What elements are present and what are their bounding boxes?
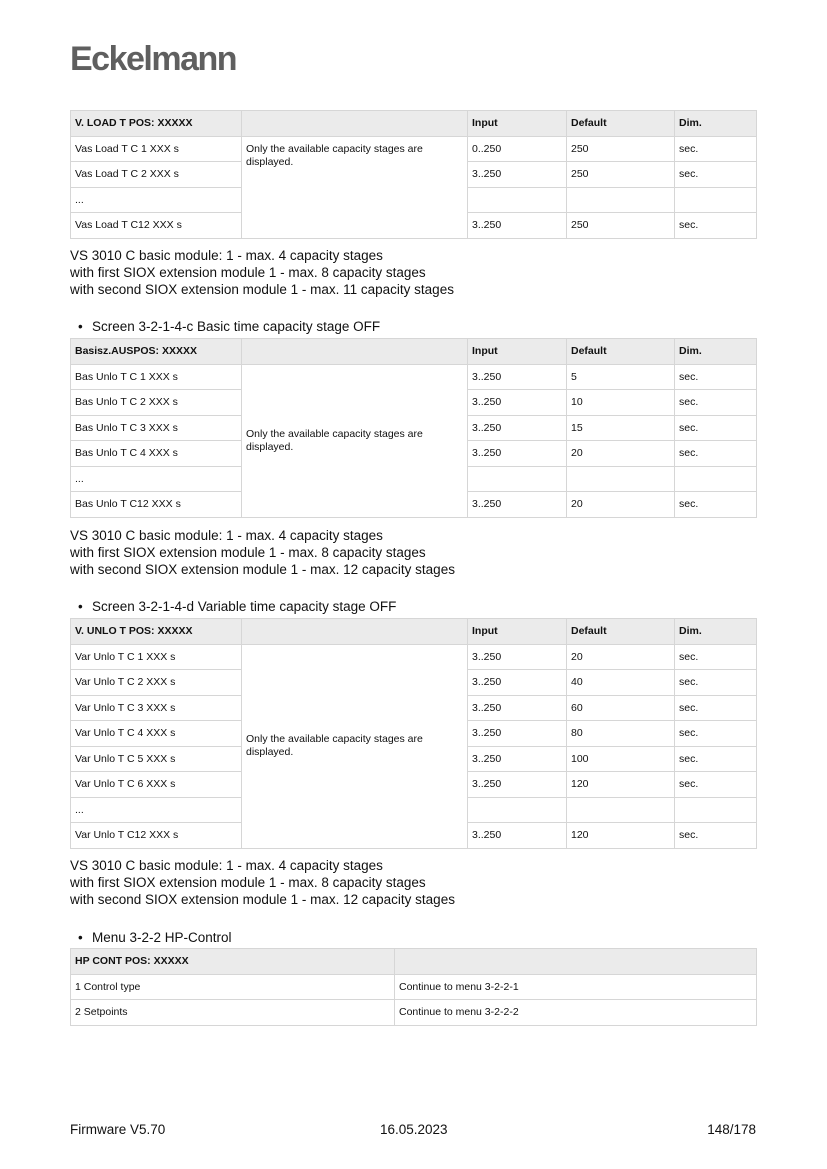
- footer-page-number: 148/178: [707, 1122, 756, 1137]
- section-bullet: [78, 319, 380, 334]
- default-cell: 20: [567, 644, 675, 670]
- table-row: [71, 1000, 757, 1026]
- note-line: VS 3010 C basic module: 1 - max. 4 capacity stages: [70, 858, 383, 873]
- note-line: VS 3010 C basic module: 1 - max. 4 capacity stages: [70, 248, 383, 263]
- eckelmann-logo: Eckelmann: [70, 40, 237, 78]
- dim-cell: sec.: [675, 721, 757, 747]
- note-line: with first SIOX extension module 1 - max. 8 capacity stages: [70, 875, 426, 890]
- menu-target-cell: Continue to menu 3-2-2-2: [395, 1000, 757, 1026]
- param-cell: Bas Unlo T C 2 XXX s: [71, 390, 242, 416]
- table-row: [71, 644, 757, 670]
- input-cell: [468, 797, 567, 823]
- input-cell: 3..250: [468, 772, 567, 798]
- dim-cell: sec.: [675, 415, 757, 441]
- default-cell: 20: [567, 441, 675, 467]
- description-cell: Only the available capacity stages are displayed.: [242, 644, 468, 848]
- param-cell: Vas Load T C 2 XXX s: [71, 162, 242, 188]
- default-cell: 120: [567, 823, 675, 849]
- default-cell: 80: [567, 721, 675, 747]
- dim-cell: [675, 466, 757, 492]
- hp-control-table: [70, 948, 757, 1026]
- bullet-icon: •: [78, 319, 83, 334]
- variable-time-table: [70, 618, 757, 849]
- capacity-note: [70, 247, 454, 298]
- bullet-icon: •: [78, 599, 83, 614]
- input-cell: 3..250: [468, 162, 567, 188]
- input-cell: 3..250: [468, 721, 567, 747]
- input-cell: 3..250: [468, 492, 567, 518]
- footer-date: 16.05.2023: [380, 1122, 448, 1137]
- dim-cell: sec.: [675, 213, 757, 239]
- input-cell: 0..250: [468, 136, 567, 162]
- capacity-note: [70, 857, 455, 908]
- param-cell: ...: [71, 797, 242, 823]
- header-cell: Default: [567, 339, 675, 365]
- param-cell: Var Unlo T C 1 XXX s: [71, 644, 242, 670]
- default-cell: 10: [567, 390, 675, 416]
- default-cell: 250: [567, 136, 675, 162]
- header-cell: Input: [468, 339, 567, 365]
- section-bullet: [78, 599, 396, 614]
- input-cell: [468, 187, 567, 213]
- default-cell: [567, 187, 675, 213]
- note-line: with first SIOX extension module 1 - max. 8 capacity stages: [70, 265, 426, 280]
- param-cell: Var Unlo T C 3 XXX s: [71, 695, 242, 721]
- menu-item-cell: 2 Setpoints: [71, 1000, 395, 1026]
- dim-cell: sec.: [675, 364, 757, 390]
- note-line: with second SIOX extension module 1 - max. 12 capacity stages: [70, 562, 455, 577]
- input-cell: 3..250: [468, 644, 567, 670]
- param-cell: ...: [71, 187, 242, 213]
- param-cell: Var Unlo T C 5 XXX s: [71, 746, 242, 772]
- dim-cell: sec.: [675, 644, 757, 670]
- param-cell: Bas Unlo T C12 XXX s: [71, 492, 242, 518]
- dim-cell: sec.: [675, 746, 757, 772]
- basic-time-table: [70, 338, 757, 518]
- header-cell: V. LOAD T POS: XXXXX: [71, 111, 242, 137]
- param-cell: Bas Unlo T C 1 XXX s: [71, 364, 242, 390]
- header-cell: V. UNLO T POS: XXXXX: [71, 619, 242, 645]
- header-cell: Input: [468, 111, 567, 137]
- default-cell: [567, 797, 675, 823]
- param-cell: Bas Unlo T C 3 XXX s: [71, 415, 242, 441]
- param-cell: Var Unlo T C 6 XXX s: [71, 772, 242, 798]
- dim-cell: sec.: [675, 390, 757, 416]
- default-cell: 250: [567, 213, 675, 239]
- header-cell: Default: [567, 619, 675, 645]
- dim-cell: [675, 797, 757, 823]
- note-line: with second SIOX extension module 1 - max. 11 capacity stages: [70, 282, 454, 297]
- dim-cell: sec.: [675, 823, 757, 849]
- note-line: with second SIOX extension module 1 - max. 12 capacity stages: [70, 892, 455, 907]
- header-cell: Default: [567, 111, 675, 137]
- default-cell: 100: [567, 746, 675, 772]
- menu-item-cell: 1 Control type: [71, 974, 395, 1000]
- bullet-text: Screen 3-2-1-4-c Basic time capacity stage OFF: [92, 319, 381, 334]
- header-cell: HP CONT POS: XXXXX: [71, 949, 395, 975]
- table-header-row: [71, 619, 757, 645]
- default-cell: 20: [567, 492, 675, 518]
- section-bullet: [78, 930, 232, 945]
- description-cell: Only the available capacity stages are displayed.: [242, 364, 468, 517]
- note-line: with first SIOX extension module 1 - max. 8 capacity stages: [70, 545, 426, 560]
- input-cell: 3..250: [468, 390, 567, 416]
- header-cell: [242, 339, 468, 365]
- dim-cell: sec.: [675, 441, 757, 467]
- header-cell: Input: [468, 619, 567, 645]
- input-cell: 3..250: [468, 746, 567, 772]
- param-cell: Var Unlo T C 2 XXX s: [71, 670, 242, 696]
- dim-cell: sec.: [675, 772, 757, 798]
- menu-target-cell: Continue to menu 3-2-2-1: [395, 974, 757, 1000]
- dim-cell: sec.: [675, 695, 757, 721]
- input-cell: 3..250: [468, 364, 567, 390]
- default-cell: 40: [567, 670, 675, 696]
- load-time-table: [70, 110, 757, 239]
- input-cell: 3..250: [468, 670, 567, 696]
- default-cell: [567, 466, 675, 492]
- default-cell: 5: [567, 364, 675, 390]
- description-cell: Only the available capacity stages are displayed.: [242, 136, 468, 238]
- default-cell: 120: [567, 772, 675, 798]
- dim-cell: [675, 187, 757, 213]
- header-cell: Dim.: [675, 111, 757, 137]
- table-row: [71, 364, 757, 390]
- header-cell: Basisz.AUSPOS: XXXXX: [71, 339, 242, 365]
- input-cell: 3..250: [468, 823, 567, 849]
- input-cell: 3..250: [468, 441, 567, 467]
- table-header-row: [71, 111, 757, 137]
- param-cell: Vas Load T C12 XXX s: [71, 213, 242, 239]
- param-cell: Var Unlo T C 4 XXX s: [71, 721, 242, 747]
- header-cell: [242, 111, 468, 137]
- input-cell: 3..250: [468, 415, 567, 441]
- header-cell: [242, 619, 468, 645]
- bullet-icon: •: [78, 930, 83, 945]
- table-header-row: [71, 949, 757, 975]
- input-cell: 3..250: [468, 695, 567, 721]
- note-line: VS 3010 C basic module: 1 - max. 4 capacity stages: [70, 528, 383, 543]
- header-cell: Dim.: [675, 339, 757, 365]
- param-cell: Var Unlo T C12 XXX s: [71, 823, 242, 849]
- table-row: [71, 974, 757, 1000]
- table-header-row: [71, 339, 757, 365]
- header-cell: Dim.: [675, 619, 757, 645]
- bullet-text: Menu 3-2-2 HP-Control: [92, 930, 232, 945]
- dim-cell: sec.: [675, 136, 757, 162]
- dim-cell: sec.: [675, 670, 757, 696]
- param-cell: Bas Unlo T C 4 XXX s: [71, 441, 242, 467]
- bullet-text: Screen 3-2-1-4-d Variable time capacity stage OFF: [92, 599, 397, 614]
- default-cell: 250: [567, 162, 675, 188]
- input-cell: 3..250: [468, 213, 567, 239]
- dim-cell: sec.: [675, 162, 757, 188]
- table-row: [71, 136, 757, 162]
- input-cell: [468, 466, 567, 492]
- param-cell: ...: [71, 466, 242, 492]
- footer-firmware: Firmware V5.70: [70, 1122, 166, 1137]
- param-cell: Vas Load T C 1 XXX s: [71, 136, 242, 162]
- default-cell: 15: [567, 415, 675, 441]
- header-cell: [395, 949, 757, 975]
- default-cell: 60: [567, 695, 675, 721]
- capacity-note: [70, 527, 455, 578]
- dim-cell: sec.: [675, 492, 757, 518]
